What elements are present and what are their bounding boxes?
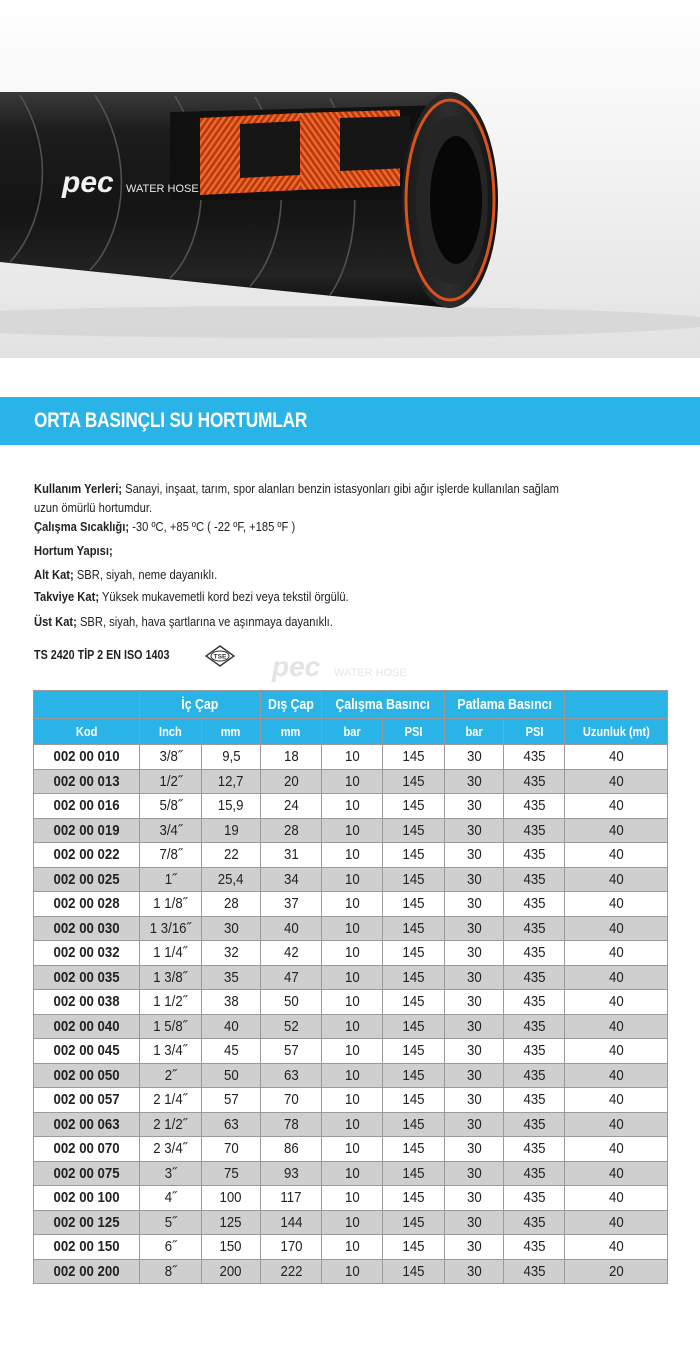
- temperature-line: [34, 519, 295, 534]
- code-header: Kod: [34, 719, 140, 745]
- mm-cell: 28: [202, 892, 261, 917]
- inner-layer-line: [34, 567, 217, 582]
- length-cell: 40: [565, 769, 668, 794]
- burst-bar-cell: 30: [445, 1088, 504, 1113]
- watermark-suffix: WATER HOSE: [334, 667, 407, 679]
- table-row: [34, 1210, 668, 1235]
- mm-cell: 30: [202, 916, 261, 941]
- length-cell: 40: [565, 1210, 668, 1235]
- burst-bar-cell: 30: [445, 892, 504, 917]
- code-cell: 002 00 070: [34, 1137, 140, 1162]
- mm-cell: 25,4: [202, 867, 261, 892]
- length-cell: 40: [565, 1063, 668, 1088]
- code-cell: 002 00 022: [34, 843, 140, 868]
- table-row: [34, 892, 668, 917]
- burst-psi-cell: 435: [504, 843, 565, 868]
- spec-table: [33, 690, 668, 1284]
- table-row: [34, 1112, 668, 1137]
- length-cell: 40: [565, 843, 668, 868]
- burst-bar-cell: 30: [445, 1063, 504, 1088]
- product-hero-image: [0, 0, 700, 358]
- mm-cell: 22: [202, 843, 261, 868]
- working-bar-cell: 10: [322, 1210, 383, 1235]
- burst-psi-cell: 435: [504, 1039, 565, 1064]
- length-cell: 40: [565, 965, 668, 990]
- burst-psi-cell: 435: [504, 1210, 565, 1235]
- inch-cell: 1 1/8˝: [140, 892, 202, 917]
- code-cell: 002 00 032: [34, 941, 140, 966]
- working-psi-cell: 145: [383, 1210, 445, 1235]
- mm-cell: 12,7: [202, 769, 261, 794]
- working-bar-cell: 10: [322, 867, 383, 892]
- outer-mm-cell: 42: [261, 941, 322, 966]
- code-cell: 002 00 050: [34, 1063, 140, 1088]
- working-psi-cell: 145: [383, 1259, 445, 1284]
- code-cell: 002 00 057: [34, 1088, 140, 1113]
- table-row: [34, 941, 668, 966]
- burst-bar-cell: 30: [445, 965, 504, 990]
- working-bar-cell: 10: [322, 769, 383, 794]
- table-row: [34, 818, 668, 843]
- length-cell: 40: [565, 941, 668, 966]
- burst-bar-cell: 30: [445, 1235, 504, 1260]
- mm-cell: 50: [202, 1063, 261, 1088]
- burst-psi-cell: 435: [504, 867, 565, 892]
- length-cell: 20: [565, 1259, 668, 1284]
- inch-cell: 1˝: [140, 867, 202, 892]
- working-bar-cell: 10: [322, 794, 383, 819]
- working-pressure-header: Çalışma Basıncı: [322, 691, 445, 719]
- outer-mm-cell: 117: [261, 1186, 322, 1211]
- burst-psi-cell: 435: [504, 1088, 565, 1113]
- mm-cell: 9,5: [202, 745, 261, 770]
- outer-mm-cell: 63: [261, 1063, 322, 1088]
- table-row: [34, 1161, 668, 1186]
- watermark-brand: pec: [272, 654, 321, 682]
- working-bar-cell: 10: [322, 965, 383, 990]
- mm-cell: 32: [202, 941, 261, 966]
- structure-line: [34, 543, 113, 558]
- spec-table-body: [34, 745, 668, 1284]
- outer-mm-cell: 18: [261, 745, 322, 770]
- reinforcement-label: Takviye Kat;: [34, 589, 100, 604]
- code-cell: 002 00 025: [34, 867, 140, 892]
- table-row: [34, 867, 668, 892]
- inch-cell: 5˝: [140, 1210, 202, 1235]
- burst-psi-cell: 435: [504, 794, 565, 819]
- inch-cell: 1/2˝: [140, 769, 202, 794]
- table-sub-header-row: [34, 719, 668, 745]
- mm-cell: 70: [202, 1137, 261, 1162]
- code-cell: 002 00 075: [34, 1161, 140, 1186]
- mm-cell: 38: [202, 990, 261, 1015]
- hose-brand-suffix: WATER HOSE: [126, 183, 199, 195]
- working-psi-cell: 145: [383, 941, 445, 966]
- length-cell: 40: [565, 892, 668, 917]
- table-row: [34, 794, 668, 819]
- outer-mm-cell: 47: [261, 965, 322, 990]
- inch-cell: 1 3/8˝: [140, 965, 202, 990]
- burst-bar-cell: 30: [445, 990, 504, 1015]
- burst-bar-cell: 30: [445, 1161, 504, 1186]
- usage-text-cont: uzun ömürlü hortumdur.: [34, 500, 153, 515]
- tse-certification-icon: [205, 645, 235, 667]
- code-cell: 002 00 035: [34, 965, 140, 990]
- outer-mm-cell: 34: [261, 867, 322, 892]
- table-row: [34, 745, 668, 770]
- code-cell: 002 00 063: [34, 1112, 140, 1137]
- inch-cell: 7/8˝: [140, 843, 202, 868]
- outer-mm-cell: 40: [261, 916, 322, 941]
- table-row: [34, 843, 668, 868]
- working-bar-cell: 10: [322, 1235, 383, 1260]
- working-bar-cell: 10: [322, 1112, 383, 1137]
- inch-cell: 1 3/16˝: [140, 916, 202, 941]
- usage-text: Sanayi, inşaat, tarım, spor alanları benzin istasyonları gibi ağır işlerde kullanılan sağlam: [122, 481, 559, 496]
- page-title: ORTA BASINÇLI SU HORTUMLAR: [34, 409, 308, 432]
- burst-psi-cell: 435: [504, 1235, 565, 1260]
- outer-diameter-header: Dış Çap: [261, 691, 322, 719]
- table-row: [34, 1186, 668, 1211]
- burst-bar-cell: 30: [445, 1259, 504, 1284]
- working-psi-cell: 145: [383, 769, 445, 794]
- outer-mm-cell: 170: [261, 1235, 322, 1260]
- inner-layer-label: Alt Kat;: [34, 567, 74, 582]
- table-row: [34, 965, 668, 990]
- table-row: [34, 1039, 668, 1064]
- inch-cell: 5/8˝: [140, 794, 202, 819]
- burst-psi-cell: 435: [504, 1161, 565, 1186]
- usage-line: [34, 481, 559, 496]
- burst-psi-cell: 435: [504, 965, 565, 990]
- code-cell: 002 00 038: [34, 990, 140, 1015]
- burst-bar-cell: 30: [445, 1186, 504, 1211]
- length-cell: 40: [565, 745, 668, 770]
- tse-badge-text: TSE: [213, 653, 227, 661]
- mm-cell: 40: [202, 1014, 261, 1039]
- table-row: [34, 1235, 668, 1260]
- inch-cell: 2 1/2˝: [140, 1112, 202, 1137]
- working-bar-cell: 10: [322, 892, 383, 917]
- inch-header: Inch: [140, 719, 202, 745]
- inch-cell: 1 1/2˝: [140, 990, 202, 1015]
- section-banner: [0, 397, 700, 445]
- working-psi-cell: 145: [383, 1112, 445, 1137]
- working-psi-cell: 145: [383, 1088, 445, 1113]
- working-bar-cell: 10: [322, 941, 383, 966]
- working-bar-cell: 10: [322, 1137, 383, 1162]
- code-cell: 002 00 013: [34, 769, 140, 794]
- working-psi-cell: 145: [383, 1137, 445, 1162]
- working-bar-header: bar: [322, 719, 383, 745]
- outer-mm-cell: 86: [261, 1137, 322, 1162]
- structure-label: Hortum Yapısı;: [34, 543, 113, 558]
- reinforcement-text: Yüksek mukavemetli kord bezi veya tekstil örgülü.: [99, 589, 349, 604]
- code-cell: 002 00 200: [34, 1259, 140, 1284]
- burst-psi-header: PSI: [504, 719, 565, 745]
- burst-psi-cell: 435: [504, 1063, 565, 1088]
- outer-mm-cell: 78: [261, 1112, 322, 1137]
- outer-mm-header: mm: [261, 719, 322, 745]
- burst-bar-cell: 30: [445, 916, 504, 941]
- length-cell: 40: [565, 794, 668, 819]
- mm-cell: 75: [202, 1161, 261, 1186]
- code-cell: 002 00 016: [34, 794, 140, 819]
- temperature-text: -30 ºC, +85 ºC ( -22 ºF, +185 ºF ): [129, 519, 296, 534]
- working-psi-cell: 145: [383, 818, 445, 843]
- burst-bar-cell: 30: [445, 1039, 504, 1064]
- table-group-header-row: [34, 691, 668, 719]
- length-cell: 40: [565, 916, 668, 941]
- burst-bar-header: bar: [445, 719, 504, 745]
- table-row: [34, 1014, 668, 1039]
- table-row: [34, 1063, 668, 1088]
- standard-text: TS 2420 TİP 2 EN ISO 1403: [34, 648, 170, 662]
- code-cell: 002 00 125: [34, 1210, 140, 1235]
- empty-header-cell: [565, 691, 668, 719]
- working-bar-cell: 10: [322, 1088, 383, 1113]
- length-cell: 40: [565, 1014, 668, 1039]
- burst-bar-cell: 30: [445, 843, 504, 868]
- outer-layer-text: SBR, siyah, hava şartlarına ve aşınmaya dayanıklı.: [76, 614, 333, 629]
- temperature-label: Çalışma Sıcaklığı;: [34, 519, 130, 534]
- inch-cell: 1 1/4˝: [140, 941, 202, 966]
- working-bar-cell: 10: [322, 1039, 383, 1064]
- outer-layer-label: Üst Kat;: [34, 614, 77, 629]
- table-row: [34, 1088, 668, 1113]
- water-hose-illustration: [0, 0, 700, 358]
- burst-bar-cell: 30: [445, 769, 504, 794]
- working-psi-cell: 145: [383, 843, 445, 868]
- burst-psi-cell: 435: [504, 941, 565, 966]
- inch-cell: 3/4˝: [140, 818, 202, 843]
- empty-header-cell: [34, 691, 140, 719]
- outer-mm-cell: 144: [261, 1210, 322, 1235]
- outer-mm-cell: 37: [261, 892, 322, 917]
- working-bar-cell: 10: [322, 990, 383, 1015]
- mm-cell: 45: [202, 1039, 261, 1064]
- burst-bar-cell: 30: [445, 1210, 504, 1235]
- length-cell: 40: [565, 1088, 668, 1113]
- working-bar-cell: 10: [322, 745, 383, 770]
- burst-psi-cell: 435: [504, 1014, 565, 1039]
- burst-psi-cell: 435: [504, 892, 565, 917]
- burst-bar-cell: 30: [445, 1137, 504, 1162]
- burst-psi-cell: 435: [504, 745, 565, 770]
- inch-cell: 1 3/4˝: [140, 1039, 202, 1064]
- outer-mm-cell: 222: [261, 1259, 322, 1284]
- inch-cell: 2 1/4˝: [140, 1088, 202, 1113]
- burst-psi-cell: 435: [504, 990, 565, 1015]
- mm-cell: 35: [202, 965, 261, 990]
- length-cell: 40: [565, 1186, 668, 1211]
- inch-cell: 6˝: [140, 1235, 202, 1260]
- hose-brand-logo: pec: [62, 166, 114, 199]
- working-bar-cell: 10: [322, 843, 383, 868]
- working-psi-cell: 145: [383, 867, 445, 892]
- outer-mm-cell: 20: [261, 769, 322, 794]
- code-cell: 002 00 010: [34, 745, 140, 770]
- length-cell: 40: [565, 1039, 668, 1064]
- usage-line-2: [34, 500, 152, 515]
- mm-cell: 19: [202, 818, 261, 843]
- mm-cell: 150: [202, 1235, 261, 1260]
- outer-mm-cell: 24: [261, 794, 322, 819]
- length-cell: 40: [565, 1112, 668, 1137]
- burst-psi-cell: 435: [504, 1186, 565, 1211]
- table-row: [34, 990, 668, 1015]
- burst-pressure-header: Patlama Basıncı: [445, 691, 565, 719]
- mm-cell: 200: [202, 1259, 261, 1284]
- inner-diameter-header: İç Çap: [140, 691, 261, 719]
- length-cell: 40: [565, 818, 668, 843]
- working-bar-cell: 10: [322, 1063, 383, 1088]
- outer-mm-cell: 57: [261, 1039, 322, 1064]
- working-bar-cell: 10: [322, 1186, 383, 1211]
- working-psi-header: PSI: [383, 719, 445, 745]
- table-row: [34, 1137, 668, 1162]
- length-cell: 40: [565, 1235, 668, 1260]
- mm-cell: 63: [202, 1112, 261, 1137]
- burst-bar-cell: 30: [445, 1112, 504, 1137]
- working-bar-cell: 10: [322, 1259, 383, 1284]
- table-row: [34, 769, 668, 794]
- working-psi-cell: 145: [383, 990, 445, 1015]
- length-cell: 40: [565, 1161, 668, 1186]
- outer-mm-cell: 70: [261, 1088, 322, 1113]
- burst-bar-cell: 30: [445, 1014, 504, 1039]
- working-psi-cell: 145: [383, 1063, 445, 1088]
- outer-mm-cell: 93: [261, 1161, 322, 1186]
- inch-cell: 1 5/8˝: [140, 1014, 202, 1039]
- mm-header: mm: [202, 719, 261, 745]
- mm-cell: 125: [202, 1210, 261, 1235]
- mm-cell: 100: [202, 1186, 261, 1211]
- reinforcement-line: [34, 589, 349, 604]
- burst-psi-cell: 435: [504, 1112, 565, 1137]
- length-header: Uzunluk (mt): [565, 719, 668, 745]
- code-cell: 002 00 040: [34, 1014, 140, 1039]
- code-cell: 002 00 030: [34, 916, 140, 941]
- watermark-logo: [270, 654, 440, 684]
- burst-bar-cell: 30: [445, 867, 504, 892]
- code-cell: 002 00 150: [34, 1235, 140, 1260]
- burst-bar-cell: 30: [445, 745, 504, 770]
- working-psi-cell: 145: [383, 794, 445, 819]
- working-psi-cell: 145: [383, 892, 445, 917]
- working-psi-cell: 145: [383, 1039, 445, 1064]
- code-cell: 002 00 028: [34, 892, 140, 917]
- working-bar-cell: 10: [322, 916, 383, 941]
- working-psi-cell: 145: [383, 1161, 445, 1186]
- burst-psi-cell: 435: [504, 769, 565, 794]
- burst-psi-cell: 435: [504, 916, 565, 941]
- inch-cell: 4˝: [140, 1186, 202, 1211]
- burst-bar-cell: 30: [445, 794, 504, 819]
- length-cell: 40: [565, 990, 668, 1015]
- burst-bar-cell: 30: [445, 941, 504, 966]
- working-psi-cell: 145: [383, 1186, 445, 1211]
- usage-label: Kullanım Yerleri;: [34, 481, 123, 496]
- code-cell: 002 00 019: [34, 818, 140, 843]
- working-psi-cell: 145: [383, 1014, 445, 1039]
- burst-psi-cell: 435: [504, 1259, 565, 1284]
- mm-cell: 57: [202, 1088, 261, 1113]
- inch-cell: 3/8˝: [140, 745, 202, 770]
- code-cell: 002 00 045: [34, 1039, 140, 1064]
- table-row: [34, 1259, 668, 1284]
- working-psi-cell: 145: [383, 965, 445, 990]
- burst-psi-cell: 435: [504, 818, 565, 843]
- outer-layer-line: [34, 614, 333, 629]
- working-psi-cell: 145: [383, 745, 445, 770]
- inch-cell: 2 3/4˝: [140, 1137, 202, 1162]
- inch-cell: 8˝: [140, 1259, 202, 1284]
- working-psi-cell: 145: [383, 1235, 445, 1260]
- inch-cell: 3˝: [140, 1161, 202, 1186]
- burst-bar-cell: 30: [445, 818, 504, 843]
- working-psi-cell: 145: [383, 916, 445, 941]
- length-cell: 40: [565, 867, 668, 892]
- outer-mm-cell: 50: [261, 990, 322, 1015]
- outer-mm-cell: 28: [261, 818, 322, 843]
- code-cell: 002 00 100: [34, 1186, 140, 1211]
- outer-mm-cell: 31: [261, 843, 322, 868]
- length-cell: 40: [565, 1137, 668, 1162]
- mm-cell: 15,9: [202, 794, 261, 819]
- working-bar-cell: 10: [322, 1161, 383, 1186]
- outer-mm-cell: 52: [261, 1014, 322, 1039]
- burst-psi-cell: 435: [504, 1137, 565, 1162]
- working-bar-cell: 10: [322, 818, 383, 843]
- working-bar-cell: 10: [322, 1014, 383, 1039]
- inch-cell: 2˝: [140, 1063, 202, 1088]
- inner-layer-text: SBR, siyah, neme dayanıklı.: [73, 567, 218, 582]
- table-row: [34, 916, 668, 941]
